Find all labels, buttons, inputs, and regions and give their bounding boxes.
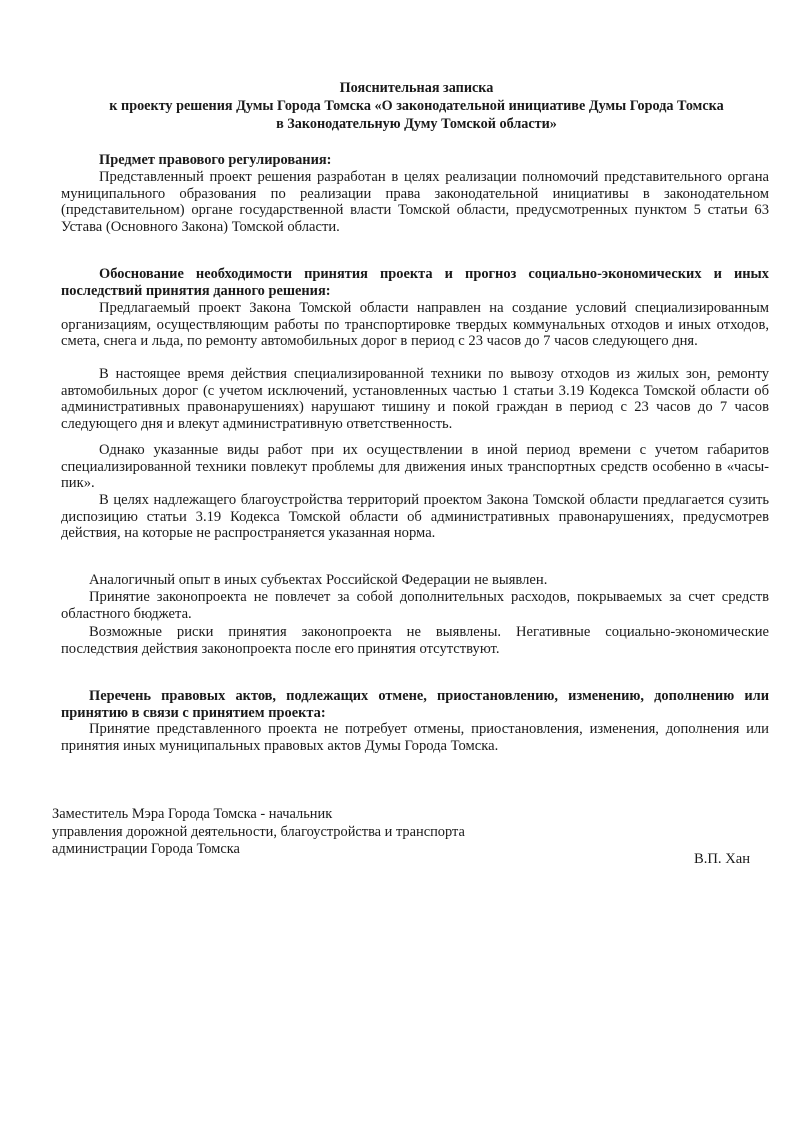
costs-paragraph [61,589,769,622]
justification-paragraph-2 [61,366,769,432]
document-subtitle-line1: к проекту решения Думы Города Томска «О законодательной инициативе Думы Города Томска [109,98,724,114]
signature-position-line3: администрации Города Томска [52,841,240,857]
experience-paragraph [61,572,769,589]
justification-p2-text: В настоящее время действия специализированной техники по вывозу отходов из жилых зон, ремонту автомобильных дорог (с учетом исключений, установленных частью 1 статьи 3.19 Кодекса Томской области об административных правонарушениях) нарушают тишину и покой граждан в период с 23 часов до 7 часов следующего дня и влекут административную ответственность. [61,366,769,432]
document-subtitle-line2: в Законодательную Думу Томской области» [276,116,557,132]
risks-text: Возможные риски принятия законопроекта не выявлены. Негативные социально-экономические последствия действия законопроекта после его принятия отсутствуют. [61,624,769,657]
justification-p1-text: Предлагаемый проект Закона Томской области направлен на создание условий специализированным организациям, осуществляющим работы по транспортировке твердых коммунальных отходов и иных отходов, смета, снега и льда, по ремонту автомобильных дорог в период с 23 часов до 7 часов следующего дня. [61,300,769,350]
signature-position-line1: Заместитель Мэра Города Томска - начальник [52,806,333,822]
acts-heading [61,688,769,722]
justification-p4-text: В целях надлежащего благоустройства территорий проектом Закона Томской области предлагается сузить диспозицию статьи 3.19 Кодекса Томской области об административных правонарушениях, предусмотрев действия, на которые не распространяется указанная норма. [61,492,769,542]
justification-heading-text: Обоснование необходимости принятия проекта и прогноз социально-экономических и иных последствий принятия данного решения: [61,266,769,299]
subject-heading: Предмет правового регулирования: [99,152,332,168]
justification-paragraph-3 [61,442,769,492]
signature-position-line2: управления дорожной деятельности, благоустройства и транспорта [52,824,465,840]
justification-paragraph-1 [61,300,769,350]
acts-text: Принятие представленного проекта не потребует отмены, приостановления, изменения, дополнения или принятия иных муниципальных правовых актов Думы Города Томска. [61,721,769,754]
experience-text: Аналогичный опыт в иных субъектах Российской Федерации не выявлен. [89,572,548,588]
signatory-name: В.П. Хан [694,851,751,867]
costs-text: Принятие законопроекта не повлечет за собой дополнительных расходов, покрываемых за счет средств областного бюджета. [61,589,769,622]
justification-paragraph-4 [61,492,769,542]
subject-paragraph [61,169,769,235]
justification-heading [61,266,769,300]
risks-paragraph [61,624,769,657]
document-title: Пояснительная записка [339,80,494,96]
justification-p3-text: Однако указанные виды работ при их осуществлении в иной период времени с учетом габаритов специализированной техники повлекут проблемы для движения иных транспортных средств особенно в «часы-пик». [61,442,769,492]
acts-paragraph [61,721,769,754]
subject-text: Представленный проект решения разработан в целях реализации полномочий представительного органа муниципального образования по реализации права законодательной инициативы в законодательном (представительном) органе государственной власти Томской области, предусмотренных пунктом 5 статьи 63 Устава (Основного Закона) Томской области. [61,169,769,235]
acts-heading-text: Перечень правовых актов, подлежащих отмене, приостановлению, изменению, дополнению или принятию в связи с принятием проекта: [61,688,769,721]
